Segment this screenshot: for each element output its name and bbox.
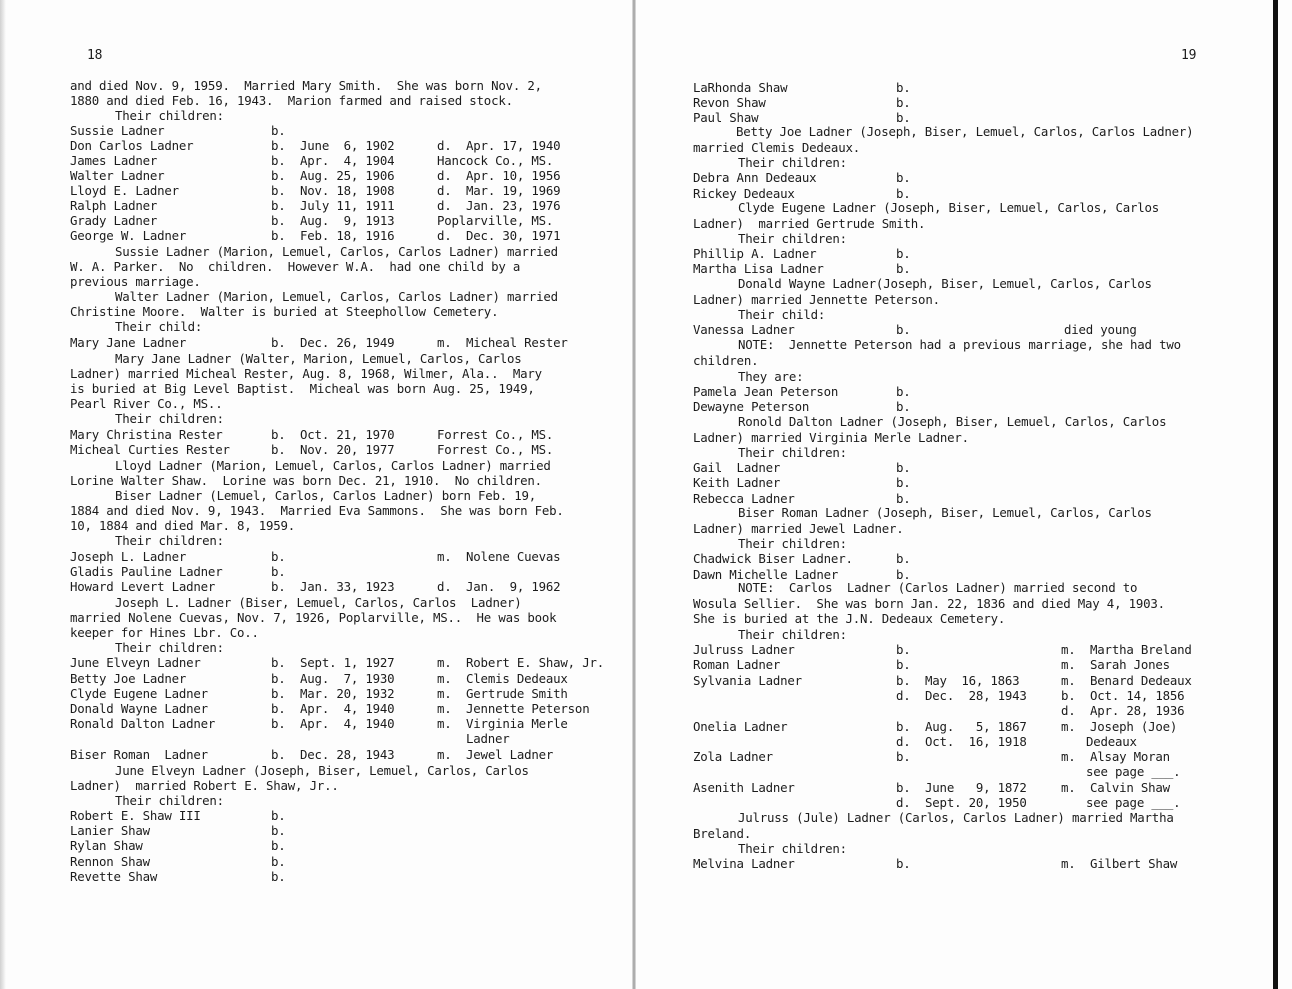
text-segment: Gail Ladner: [693, 460, 781, 475]
text-segment: Their child:: [738, 307, 826, 322]
text-segment: Asenith Ladner: [693, 780, 795, 795]
text-segment: m. Jennette Peterson: [437, 701, 590, 716]
text-segment: m. Gilbert Shaw: [1061, 856, 1178, 871]
text-segment: m. Martha Breland: [1061, 642, 1192, 657]
text-segment: previous marriage.: [70, 274, 201, 289]
text-segment: b.: [896, 186, 911, 201]
text-segment: Paul Shaw: [693, 110, 759, 125]
text-segment: Forrest Co., MS.: [437, 442, 554, 457]
text-segment: Ladner: [466, 731, 510, 746]
text-segment: Betty Joe Ladner: [70, 671, 187, 686]
text-segment: Walter Ladner: [70, 168, 165, 183]
text-segment: Onelia Ladner: [693, 719, 788, 734]
text-segment: Pamela Jean Peterson: [693, 384, 839, 399]
text-segment: Dawn Michelle Ladner: [693, 567, 839, 582]
text-segment: Vanessa Ladner: [693, 322, 795, 337]
text-segment: Lorine Walter Shaw. Lorine was born Dec. 21, 1910. No children.: [70, 473, 542, 488]
text-segment: married Clemis Dedeaux.: [693, 140, 860, 155]
text-segment: Poplarville, MS.: [437, 213, 554, 228]
text-segment: Mary Christina Rester: [70, 427, 223, 442]
text-segment: b. Nov. 18, 1908: [271, 183, 395, 198]
text-segment: is buried at Big Level Baptist. Micheal was born Aug. 25, 1949,: [70, 381, 535, 396]
text-segment: and died Nov. 9, 1959. Married Mary Smith. She was born Nov. 2,: [70, 78, 542, 93]
text-segment: Wosula Sellier. She was born Jan. 22, 1836 and died May 4, 1903.: [693, 596, 1165, 611]
text-segment: Donald Wayne Ladner: [70, 701, 208, 716]
text-segment: b.: [271, 823, 286, 838]
text-segment: Betty Joe Ladner (Joseph, Biser, Lemuel, Carlos, Carlos Ladner): [736, 124, 1194, 139]
text-segment: Walter Ladner (Marion, Lemuel, Carlos, Carlos Ladner) married: [115, 289, 558, 304]
text-segment: b.: [896, 170, 911, 185]
text-segment: m. Clemis Dedeaux: [437, 671, 568, 686]
text-segment: Joseph L. Ladner: [70, 549, 187, 564]
text-segment: b.: [896, 475, 911, 490]
text-segment: d. Dec. 28, 1943: [896, 688, 1027, 703]
text-segment: m. Virginia Merle: [437, 716, 568, 731]
text-segment: Micheal Curties Rester: [70, 442, 230, 457]
text-segment: W. A. Parker. No children. However W.A. had one child by a: [70, 259, 521, 274]
text-segment: b.: [896, 80, 911, 95]
text-segment: Ronold Dalton Ladner (Joseph, Biser, Lemuel, Carlos, Carlos: [738, 414, 1167, 429]
text-segment: b. June 9, 1872: [896, 780, 1027, 795]
text-segment: d. Jan. 9, 1962: [437, 579, 561, 594]
text-segment: Lloyd E. Ladner: [70, 183, 179, 198]
text-segment: They are:: [738, 369, 804, 384]
text-segment: b.: [896, 399, 911, 414]
text-segment: Biser Ladner (Lemuel, Carlos, Carlos Ladner) born Feb. 19,: [115, 488, 537, 503]
text-segment: m. Robert E. Shaw, Jr.: [437, 655, 604, 670]
text-segment: b. Apr. 4, 1904: [271, 153, 395, 168]
text-segment: James Ladner: [70, 153, 158, 168]
text-segment: Their children:: [115, 640, 224, 655]
text-segment: Ladner) married Jewel Ladner.: [693, 521, 904, 536]
text-segment: Pearl River Co., MS..: [70, 396, 223, 411]
text-segment: LaRhonda Shaw: [693, 80, 788, 95]
text-segment: b. Apr. 4, 1940: [271, 701, 395, 716]
text-segment: died young: [1064, 322, 1137, 337]
text-segment: Sussie Ladner: [70, 123, 165, 138]
text-segment: Rickey Dedeaux: [693, 186, 795, 201]
text-segment: Grady Ladner: [70, 213, 158, 228]
text-segment: Their children:: [738, 841, 847, 856]
text-segment: b. Jan. 33, 1923: [271, 579, 395, 594]
text-segment: b.: [896, 657, 911, 672]
text-segment: Their children:: [115, 793, 224, 808]
text-segment: Ralph Ladner: [70, 198, 158, 213]
text-segment: Keith Ladner: [693, 475, 781, 490]
text-segment: Their child:: [115, 319, 203, 334]
text-segment: d. Apr. 28, 1936: [1061, 703, 1185, 718]
text-segment: m. Joseph (Joe): [1061, 719, 1178, 734]
text-segment: b.: [271, 564, 286, 579]
text-segment: b. Sept. 1, 1927: [271, 655, 395, 670]
text-segment: 10, 1884 and died Mar. 8, 1959.: [70, 518, 296, 533]
text-segment: children.: [693, 353, 759, 368]
text-segment: Dewayne Peterson: [693, 399, 810, 414]
text-segment: b.: [896, 460, 911, 475]
text-segment: George W. Ladner: [70, 228, 187, 243]
text-segment: d. Jan. 23, 1976: [437, 198, 561, 213]
text-segment: Phillip A. Ladner: [693, 246, 817, 261]
text-segment: m. Jewel Ladner: [437, 747, 554, 762]
text-segment: NOTE: Jennette Peterson had a previous marriage, she had two: [738, 337, 1181, 352]
text-segment: b. Aug. 7, 1930: [271, 671, 395, 686]
text-segment: Rylan Shaw: [70, 838, 143, 853]
book-gutter: [632, 0, 636, 989]
text-segment: 1884 and died Nov. 9, 1943. Married Eva Sammons. She was born Feb.: [70, 503, 564, 518]
text-segment: b.: [896, 567, 911, 582]
text-segment: Gladis Pauline Ladner: [70, 564, 223, 579]
text-segment: b.: [271, 549, 286, 564]
text-segment: June Elveyn Ladner: [70, 655, 201, 670]
text-segment: b. July 11, 1911: [271, 198, 395, 213]
text-segment: b.: [271, 869, 286, 884]
text-segment: Howard Levert Ladner: [70, 579, 216, 594]
text-segment: Their children:: [738, 231, 847, 246]
text-segment: b. Aug. 5, 1867: [896, 719, 1027, 734]
text-segment: Their children:: [115, 533, 224, 548]
text-segment: Debra Ann Dedeaux: [693, 170, 817, 185]
text-segment: b. Oct. 14, 1856: [1061, 688, 1185, 703]
text-segment: b.: [896, 491, 911, 506]
page-number: 18: [87, 48, 103, 63]
text-segment: Forrest Co., MS.: [437, 427, 554, 442]
text-segment: Donald Wayne Ladner(Joseph, Biser, Lemuel, Carlos, Carlos: [738, 276, 1152, 291]
text-segment: Their children:: [738, 445, 847, 460]
text-segment: d. Apr. 17, 1940: [437, 138, 561, 153]
text-segment: b. Aug. 9, 1913: [271, 213, 395, 228]
text-segment: see page ___.: [1086, 764, 1181, 779]
text-segment: Chadwick Biser Ladner.: [693, 551, 853, 566]
text-segment: Revon Shaw: [693, 95, 766, 110]
text-segment: b.: [896, 749, 911, 764]
text-segment: b.: [896, 95, 911, 110]
text-segment: b.: [271, 123, 286, 138]
text-segment: married Nolene Cuevas, Nov. 7, 1926, Poplarville, MS.. He was book: [70, 610, 557, 625]
text-segment: NOTE: Carlos Ladner (Carlos Ladner) married second to: [738, 580, 1138, 595]
text-segment: b. May 16, 1863: [896, 673, 1020, 688]
text-segment: b.: [896, 384, 911, 399]
text-segment: see page ___.: [1086, 795, 1181, 810]
text-segment: Joseph L. Ladner (Biser, Lemuel, Carlos, Carlos Ladner): [115, 595, 522, 610]
text-segment: Rebecca Ladner: [693, 491, 795, 506]
page-number: 19: [1181, 48, 1197, 63]
text-segment: b. Dec. 26, 1949: [271, 335, 395, 350]
text-segment: b.: [271, 854, 286, 869]
text-segment: Biser Roman Ladner (Joseph, Biser, Lemuel, Carlos, Carlos: [738, 505, 1152, 520]
text-segment: b. Feb. 18, 1916: [271, 228, 395, 243]
text-segment: m. Micheal Rester: [437, 335, 568, 350]
text-segment: Ladner) married Gertrude Smith.: [693, 216, 926, 231]
text-segment: Dedeaux: [1086, 734, 1137, 749]
text-segment: d. Dec. 30, 1971: [437, 228, 561, 243]
text-segment: Don Carlos Ladner: [70, 138, 194, 153]
text-segment: Rennon Shaw: [70, 854, 150, 869]
text-segment: Mary Jane Ladner (Walter, Marion, Lemuel, Carlos, Carlos: [115, 351, 522, 366]
text-segment: m. Benard Dedeaux: [1061, 673, 1192, 688]
text-segment: Sussie Ladner (Marion, Lemuel, Carlos, Carlos Ladner) married: [115, 244, 558, 259]
text-segment: Clyde Eugene Ladner: [70, 686, 208, 701]
text-segment: Their children:: [115, 411, 224, 426]
text-segment: b. Dec. 28, 1943: [271, 747, 395, 762]
text-segment: Lloyd Ladner (Marion, Lemuel, Carlos, Carlos Ladner) married: [115, 458, 551, 473]
text-segment: b.: [896, 551, 911, 566]
text-segment: Their children:: [738, 155, 847, 170]
text-segment: b. Apr. 4, 1940: [271, 716, 395, 731]
text-segment: Clyde Eugene Ladner (Joseph, Biser, Lemuel, Carlos, Carlos: [738, 200, 1160, 215]
text-segment: d. Apr. 10, 1956: [437, 168, 561, 183]
text-segment: Julruss Ladner: [693, 642, 795, 657]
text-segment: Melvina Ladner: [693, 856, 795, 871]
text-segment: Their children:: [738, 536, 847, 551]
text-segment: Robert E. Shaw III: [70, 808, 201, 823]
text-segment: Hancock Co., MS.: [437, 153, 554, 168]
text-segment: b. Nov. 20, 1977: [271, 442, 395, 457]
text-segment: d. Oct. 16, 1918: [896, 734, 1027, 749]
text-segment: June Elveyn Ladner (Joseph, Biser, Lemuel, Carlos, Carlos: [115, 763, 529, 778]
text-segment: Zola Ladner: [693, 749, 773, 764]
text-segment: Breland.: [693, 826, 752, 841]
text-segment: b.: [896, 110, 911, 125]
text-segment: b.: [896, 261, 911, 276]
text-segment: Ladner) married Robert E. Shaw, Jr..: [70, 778, 339, 793]
text-segment: Revette Shaw: [70, 869, 158, 884]
text-segment: b. Oct. 21, 1970: [271, 427, 395, 442]
text-segment: Their children:: [115, 108, 224, 123]
text-segment: Biser Roman Ladner: [70, 747, 208, 762]
right-page-edge: [1273, 0, 1278, 989]
text-segment: Mary Jane Ladner: [70, 335, 187, 350]
text-segment: m. Sarah Jones: [1061, 657, 1170, 672]
text-segment: b.: [896, 642, 911, 657]
text-segment: keeper for Hines Lbr. Co..: [70, 625, 259, 640]
text-segment: m. Nolene Cuevas: [437, 549, 561, 564]
left-page-edge: [0, 0, 6, 989]
text-segment: Ladner) married Micheal Rester, Aug. 8, 1968, Wilmer, Ala.. Mary: [70, 366, 542, 381]
text-segment: Ronald Dalton Ladner: [70, 716, 216, 731]
text-segment: Christine Moore. Walter is buried at Steephollow Cemetery.: [70, 304, 499, 319]
text-segment: Their children:: [738, 627, 847, 642]
text-segment: d. Mar. 19, 1969: [437, 183, 561, 198]
text-segment: b.: [896, 246, 911, 261]
text-segment: b.: [896, 856, 911, 871]
text-segment: Julruss (Jule) Ladner (Carlos, Carlos Ladner) married Martha: [738, 810, 1174, 825]
text-segment: Lanier Shaw: [70, 823, 150, 838]
text-segment: Roman Ladner: [693, 657, 781, 672]
text-segment: m. Gertrude Smith: [437, 686, 568, 701]
text-segment: She is buried at the J.N. Dedeaux Cemetery.: [693, 611, 1006, 626]
text-segment: Ladner) married Jennette Peterson.: [693, 292, 940, 307]
text-segment: Ladner) married Virginia Merle Ladner.: [693, 430, 969, 445]
text-segment: m. Calvin Shaw: [1061, 780, 1170, 795]
text-segment: m. Alsay Moran: [1061, 749, 1170, 764]
text-segment: b. Mar. 20, 1932: [271, 686, 395, 701]
text-segment: b.: [896, 322, 911, 337]
text-segment: b. June 6, 1902: [271, 138, 395, 153]
text-segment: b.: [271, 808, 286, 823]
text-segment: Martha Lisa Ladner: [693, 261, 824, 276]
text-segment: b. Aug. 25, 1906: [271, 168, 395, 183]
text-segment: b.: [271, 838, 286, 853]
text-segment: Sylvania Ladner: [693, 673, 802, 688]
text-segment: d. Sept. 20, 1950: [896, 795, 1027, 810]
text-segment: 1880 and died Feb. 16, 1943. Marion farmed and raised stock.: [70, 93, 513, 108]
